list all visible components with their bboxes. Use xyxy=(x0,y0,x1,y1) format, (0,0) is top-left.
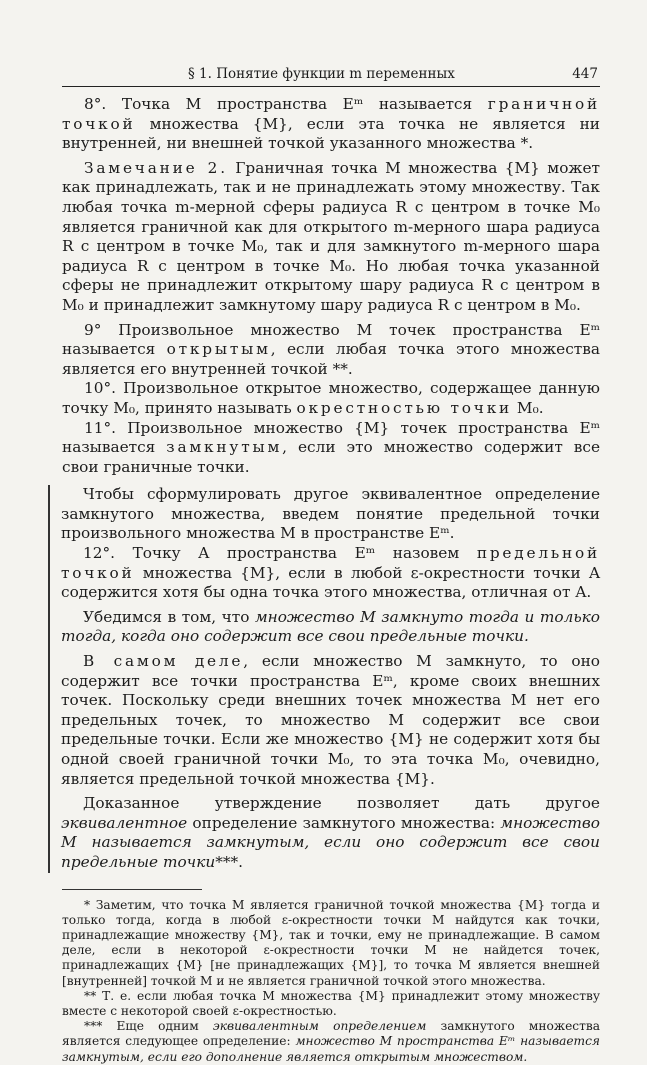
remark-2: Замечание 2. Граничная точка M множества {M} может как принадлежать, так и не принадлежать этому множеству. Так любая точка m-мерной сферы радиуса R с центром в точке M₀ является граничной как для открытого m-мерного шара радиуса R с центром в точке M₀, так и для замкнутого m-мерного шара радиуса R с центром в точке M₀. Но любая точка указанной сферы не принадлежит открытому шару радиуса R с центром в M₀ и принадлежит замкнутому шару радиуса R с центром в M₀. xyxy=(62,158,600,314)
claim-paragraph: Убедимся в том, что множество M замкнуто тогда и только тогда, когда оно содержит все свои предельные точки. xyxy=(61,607,600,646)
footnote-1: * Заметим, что точка M является граничной точкой множества {M} тогда и только тогда, когда в любой ε-окрестности точки M найдутся как точки, принадлежащие множеству {M}, так и точки, ему не принадлежащие. В самом деле, если в некоторой ε-окрестности точки M не найдется точек, принадлежащих {M} [не принадлежащих {M}], то точка M является внешней [внутренней] точкой M и не является граничной точкой этого множества. xyxy=(62,897,600,988)
definition-8: 8°. Точка M пространства Eᵐ называется граничной точкой множества {M}, если эта точка не является ни внутренней, ни внешней точкой указанного множества *. xyxy=(62,95,600,153)
definition-12: 12°. Точку A пространства Eᵐ назовем предельной точкой множества {M}, если в любой ε-окрестности точки A содержится хотя бы одна точка этого множества, отличная от A. xyxy=(61,544,600,602)
footnote-2: ** Т. е. если любая точка M множества {M} принадлежит этому множеству вместе с некоторой своей ε-окрестностью. xyxy=(62,988,600,1018)
footnote-divider xyxy=(62,889,202,890)
book-page xyxy=(62,62,600,1065)
page-number: 447 xyxy=(572,66,598,82)
definition-9: 9° Произвольное множество M точек пространства Eᵐ называется открытым, если любая точка этого множества является его внутренней точкой **. xyxy=(62,320,600,378)
definition-10: 10°. Произвольное открытое множество, содержащее данную точку M₀, принято называть окрестностью точки M₀. xyxy=(62,379,600,417)
marked-block xyxy=(48,485,600,872)
footnote-3: *** Еще одним эквивалентным определением замкнутого множества является следующее определение: множество M пространства Eᵐ называется замкнутым, если его дополнение является открытым множеством. xyxy=(62,1019,601,1064)
conclusion-paragraph: Доказанное утверждение позволяет дать другое эквивалентное определение замкнутого множества: множество M называется замкнутым, если оно содержит все свои предельные точки***. xyxy=(61,794,600,871)
running-header xyxy=(62,62,600,87)
header-title: § 1. Понятие функции m переменных xyxy=(188,66,455,82)
intro-paragraph: Чтобы сформулировать другое эквивалентное определение замкнутого множества, введем понятие предельной точки произвольного множества M в пространстве Eᵐ. xyxy=(61,485,600,543)
definition-11: 11°. Произвольное множество {M} точек пространства Eᵐ называется замкнутым, если это множество содержит все свои граничные точки. xyxy=(62,418,600,476)
proof-paragraph: В самом деле, если множество M замкнуто, то оно содержит все точки пространства Eᵐ, кроме своих внешних точек. Поскольку среди внешних точек множества M нет его предельных точек, то множество M содержит все свои предельные точки. Если же множество {M} не содержит хотя бы одной своей граничной точки M₀, то эта точка M₀, очевидно, является предельной точкой множества {M}. xyxy=(61,652,600,788)
